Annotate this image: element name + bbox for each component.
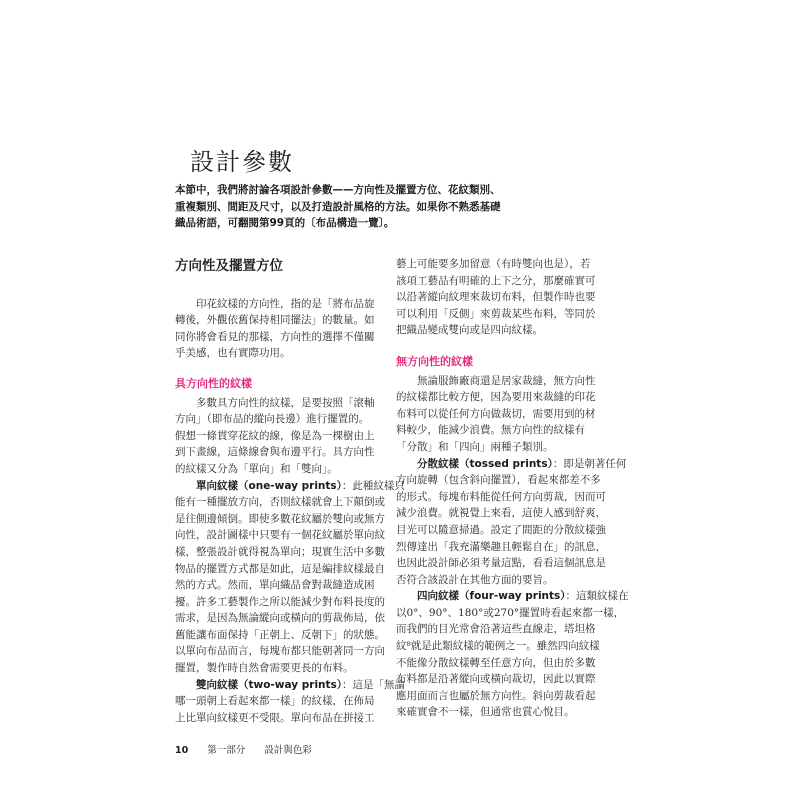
body-line: 布料都是沿著縱向或橫向裁切，因此以實際 xyxy=(396,673,596,686)
body-line: 擺置，製作時自然會需要更長的布料。 xyxy=(175,662,354,675)
body-line: 的形式。每塊布料能從任何方向剪裁，因而可 xyxy=(396,490,606,503)
body-line: 應用面而言也屬於無方向性。斜向剪裁看起 xyxy=(396,689,596,702)
body-line: 來確實會不一樣，但通常也賞心悅目。 xyxy=(396,706,575,719)
body-line: 料較少，能減少浪費。無方向性的紋樣有 xyxy=(396,424,585,437)
body-line: 以0°、90°、180°或270°擺置時看起來都一樣， xyxy=(396,606,625,619)
body-line: 無論服飾廠商還是居家裁縫，無方向性 xyxy=(396,374,596,387)
tossed-term: 分散紋樣（tossed prints） xyxy=(396,457,553,470)
body-line: 假想一條貫穿花紋的線，像是為一棵樹由上 xyxy=(175,429,375,442)
body-line: 方向」（即布品的縱向長邊）進行擺置的。 xyxy=(175,413,370,426)
body-line: 印花紋樣的方向性，指的是「將布品旋 xyxy=(175,297,375,310)
one-way-first-line xyxy=(175,478,405,495)
body-line: 乎美感，也有實際功用。 xyxy=(175,347,291,360)
body-line: 上比單向紋樣更不受限。單向布品在拼接工 xyxy=(175,711,375,724)
one-way-first-text: ：此種紋樣只 xyxy=(341,479,405,492)
body-line: 該項工藝品有明確的上下之分，那麼確實可 xyxy=(396,274,596,287)
body-line: 否符合該設計在其他方面的要旨。 xyxy=(396,573,554,586)
body-line: 能有一種擺放方向，否則紋樣就會上下顛倒或 xyxy=(175,496,385,509)
body-line: 舊能讓布面保持「正朝上、反朝下」的狀態。 xyxy=(175,628,385,641)
four-way-first-text: ：這類紋樣在 xyxy=(565,590,629,603)
intro-line: 本節中，我們將討論各項設計參數——方向性及擺置方位、花紋類別、 xyxy=(175,184,501,196)
body-line: 到下畫線，這條線會與布邊平行。具方向性 xyxy=(175,446,375,459)
body-line: 也因此設計師必須考量這點，看看這個訊息是 xyxy=(396,557,606,570)
page-number: 10 xyxy=(175,745,189,756)
footer-part: 第一部分 xyxy=(207,745,246,756)
body-line: 減少浪費。就視覺上來看，這使人感到舒爽， xyxy=(396,507,606,520)
body-line: 是往側邊傾倒。即使多數花紋屬於雙向或無方 xyxy=(175,512,385,525)
body-line: 的紋樣又分為「單向」和「雙向」。 xyxy=(175,462,338,475)
body-line: 「分散」和「四向」兩種子類別。 xyxy=(396,440,554,453)
tossed-first-text: ：即是朝著任何 xyxy=(552,457,627,470)
subheading-nondirectional: 無方向性的紋樣 xyxy=(396,354,473,368)
two-way-first-line xyxy=(175,677,406,694)
body-line: 向性，設計圖樣中只要有一個花紋屬於單向紋 xyxy=(175,529,385,542)
body-line: 同你將會看見的那樣，方向性的選擇不僅關 xyxy=(175,330,375,343)
body-line: 烈傳達出「我充滿樂趣且輕鬆自在」的訊息， xyxy=(396,540,606,553)
body-line: 方向旋轉（包含斜向擺置），看起來都差不多 xyxy=(396,474,601,487)
two-way-term: 雙向紋樣（two-way prints） xyxy=(175,678,343,691)
two-way-first-text: ：這是「無論 xyxy=(342,678,406,691)
body-line: 布料可以從任何方向做裁切，需要用到的材 xyxy=(396,407,596,420)
page-footer xyxy=(175,742,328,756)
page-title: 設計參數 xyxy=(190,148,294,176)
body-line: 轉後，外觀依舊保持相同擺法」的數量。如 xyxy=(175,314,375,327)
subheading-directional: 具方向性的紋樣 xyxy=(175,376,252,390)
body-line: 然的方式。然而，單向織品會對裁縫造成困 xyxy=(175,579,375,592)
body-line: 目光可以隨意掃過。設定了間距的分散紋樣強 xyxy=(396,523,606,536)
footer-chapter: 設計與色彩 xyxy=(264,745,312,756)
body-line: 以沿著縱向紋理來裁切布料，但製作時也要 xyxy=(396,291,596,304)
intro-paragraph xyxy=(175,182,615,232)
intro-line: 織品術語，可翻閱第99頁的〔布品構造一覽〕。 xyxy=(175,217,395,229)
heading-orientation: 方向性及擺置方位 xyxy=(175,258,283,274)
tossed-first-line xyxy=(396,456,627,473)
body-line: 紋⁸就是此類紋樣的範例之一。雖然四向紋樣 xyxy=(396,640,600,653)
body-line: 不能像分散紋樣轉至任意方向，但由於多數 xyxy=(396,656,596,669)
body-line: 可以利用「反側」來剪裁某些布料，等同於 xyxy=(396,307,596,320)
body-line: 而我們的目光常會沿著這些直線走，塔坦格 xyxy=(396,623,596,636)
right-column xyxy=(396,256,629,721)
body-line: 的紋樣都比較方便，因為要用來裁縫的印花 xyxy=(396,391,596,404)
four-way-first-line xyxy=(396,588,629,605)
body-line: 把織品變成雙向或是四向紋樣。 xyxy=(396,324,543,337)
body-line: 樣，整張設計就得視為單向；現實生活中多數 xyxy=(175,545,385,558)
body-line: 藝上可能要多加留意（有時雙向也是），若 xyxy=(396,258,591,270)
body-line: 物品的擺置方式都是如此，這是編排紋樣最自 xyxy=(175,562,385,575)
body-line: 多數具方向性的紋樣，是要按照「滾軸 xyxy=(175,396,375,409)
body-line: 以單向布品而言，每塊布都只能朝著同一方向 xyxy=(175,645,385,658)
body-line: 哪一頭朝上看起來都一樣」的紋樣，在佈局 xyxy=(175,695,375,708)
left-column xyxy=(175,258,406,726)
intro-line: 重複類別、間距及尺寸，以及打造設計風格的方法。如果你不熟悉基礎 xyxy=(175,200,501,213)
body-line: 擾。許多工藝製作之所以能減少對布料長度的 xyxy=(175,595,385,608)
body-line: 需求，是因為無論縱向或橫向的剪裁佈局，依 xyxy=(175,612,385,625)
one-way-term: 單向紋樣（one-way prints） xyxy=(175,479,342,492)
four-way-term: 四向紋樣（four-way prints） xyxy=(396,590,566,603)
